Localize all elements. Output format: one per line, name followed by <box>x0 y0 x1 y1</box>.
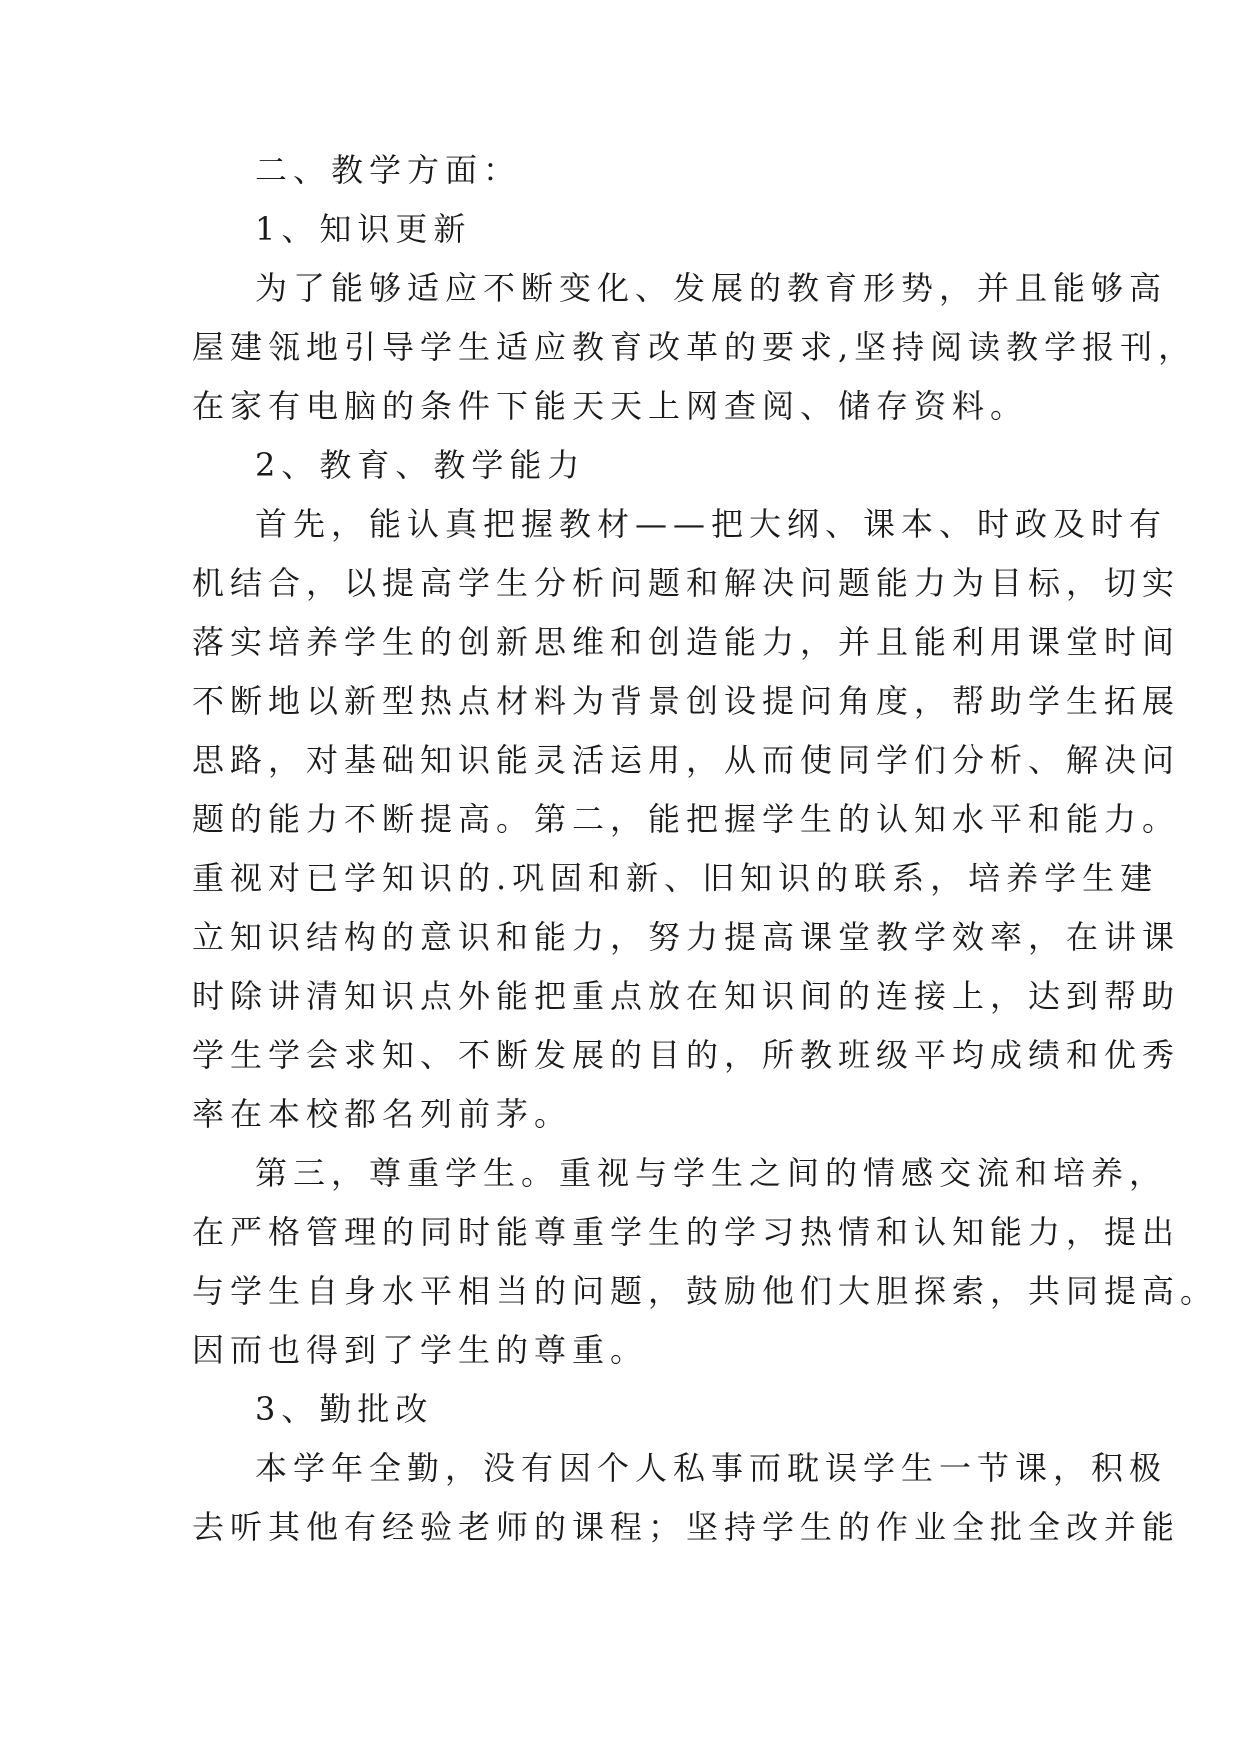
paragraph-line: 去听其他有经验老师的课程；坚持学生的作业全批全改并能 <box>192 1508 1181 1546</box>
paragraph-line: 因而也得到了学生的尊重。 <box>192 1331 649 1369</box>
paragraph-line: 落实培养学生的创新思维和创造能力，并且能利用课堂时间 <box>192 623 1181 661</box>
paragraph-line: 在家有电脑的条件下能天天上网查阅、储存资料。 <box>192 387 1029 425</box>
paragraph-line: 第三，尊重学生。重视与学生之间的情感交流和培养， <box>255 1154 1168 1192</box>
subsection-heading: 3、勤批改 <box>255 1390 434 1428</box>
paragraph-line: 题的能力不断提高。第二，能把握学生的认知水平和能力。 <box>192 800 1181 838</box>
paragraph-line: 学生学会求知、不断发展的目的，所教班级平均成绩和优秀 <box>192 1036 1181 1074</box>
paragraph-line: 立知识结构的意识和能力，努力提高课堂教学效率，在讲课 <box>192 918 1181 956</box>
paragraph-line: 重视对已学知识的.巩固和新、旧知识的联系，培养学生建 <box>192 859 1159 897</box>
paragraph-line: 率在本校都名列前茅。 <box>192 1095 573 1133</box>
paragraph-line: 不断地以新型热点材料为背景创设提问角度，帮助学生拓展 <box>192 682 1181 720</box>
subsection-heading: 2、教育、教学能力 <box>255 446 586 484</box>
paragraph-line: 思路，对基础知识能灵活运用，从而使同学们分析、解决问 <box>192 741 1181 779</box>
paragraph-line: 机结合，以提高学生分析问题和解决问题能力为目标，切实 <box>192 564 1181 602</box>
paragraph-line: 为了能够适应不断变化、发展的教育形势，并且能够高 <box>255 269 1168 307</box>
paragraph-line: 在严格管理的同时能尊重学生的学习热情和认知能力，提出 <box>192 1213 1181 1251</box>
paragraph-line: 与学生自身水平相当的问题，鼓励他们大胆探索，共同提高。 <box>192 1272 1219 1310</box>
paragraph-line: 本学年全勤，没有因个人私事而耽误学生一节课，积极 <box>255 1449 1168 1487</box>
paragraph-line: 屋建瓴地引导学生适应教育改革的要求,坚持阅读教学报刊， <box>192 328 1197 366</box>
paragraph-line: 时除讲清知识点外能把重点放在知识间的连接上，达到帮助 <box>192 977 1181 1015</box>
section-heading: 二、教学方面： <box>255 151 522 189</box>
subsection-heading: 1、知识更新 <box>255 210 472 248</box>
paragraph-line: 首先，能认真把握教材——把大纲、课本、时政及时有 <box>255 505 1168 543</box>
